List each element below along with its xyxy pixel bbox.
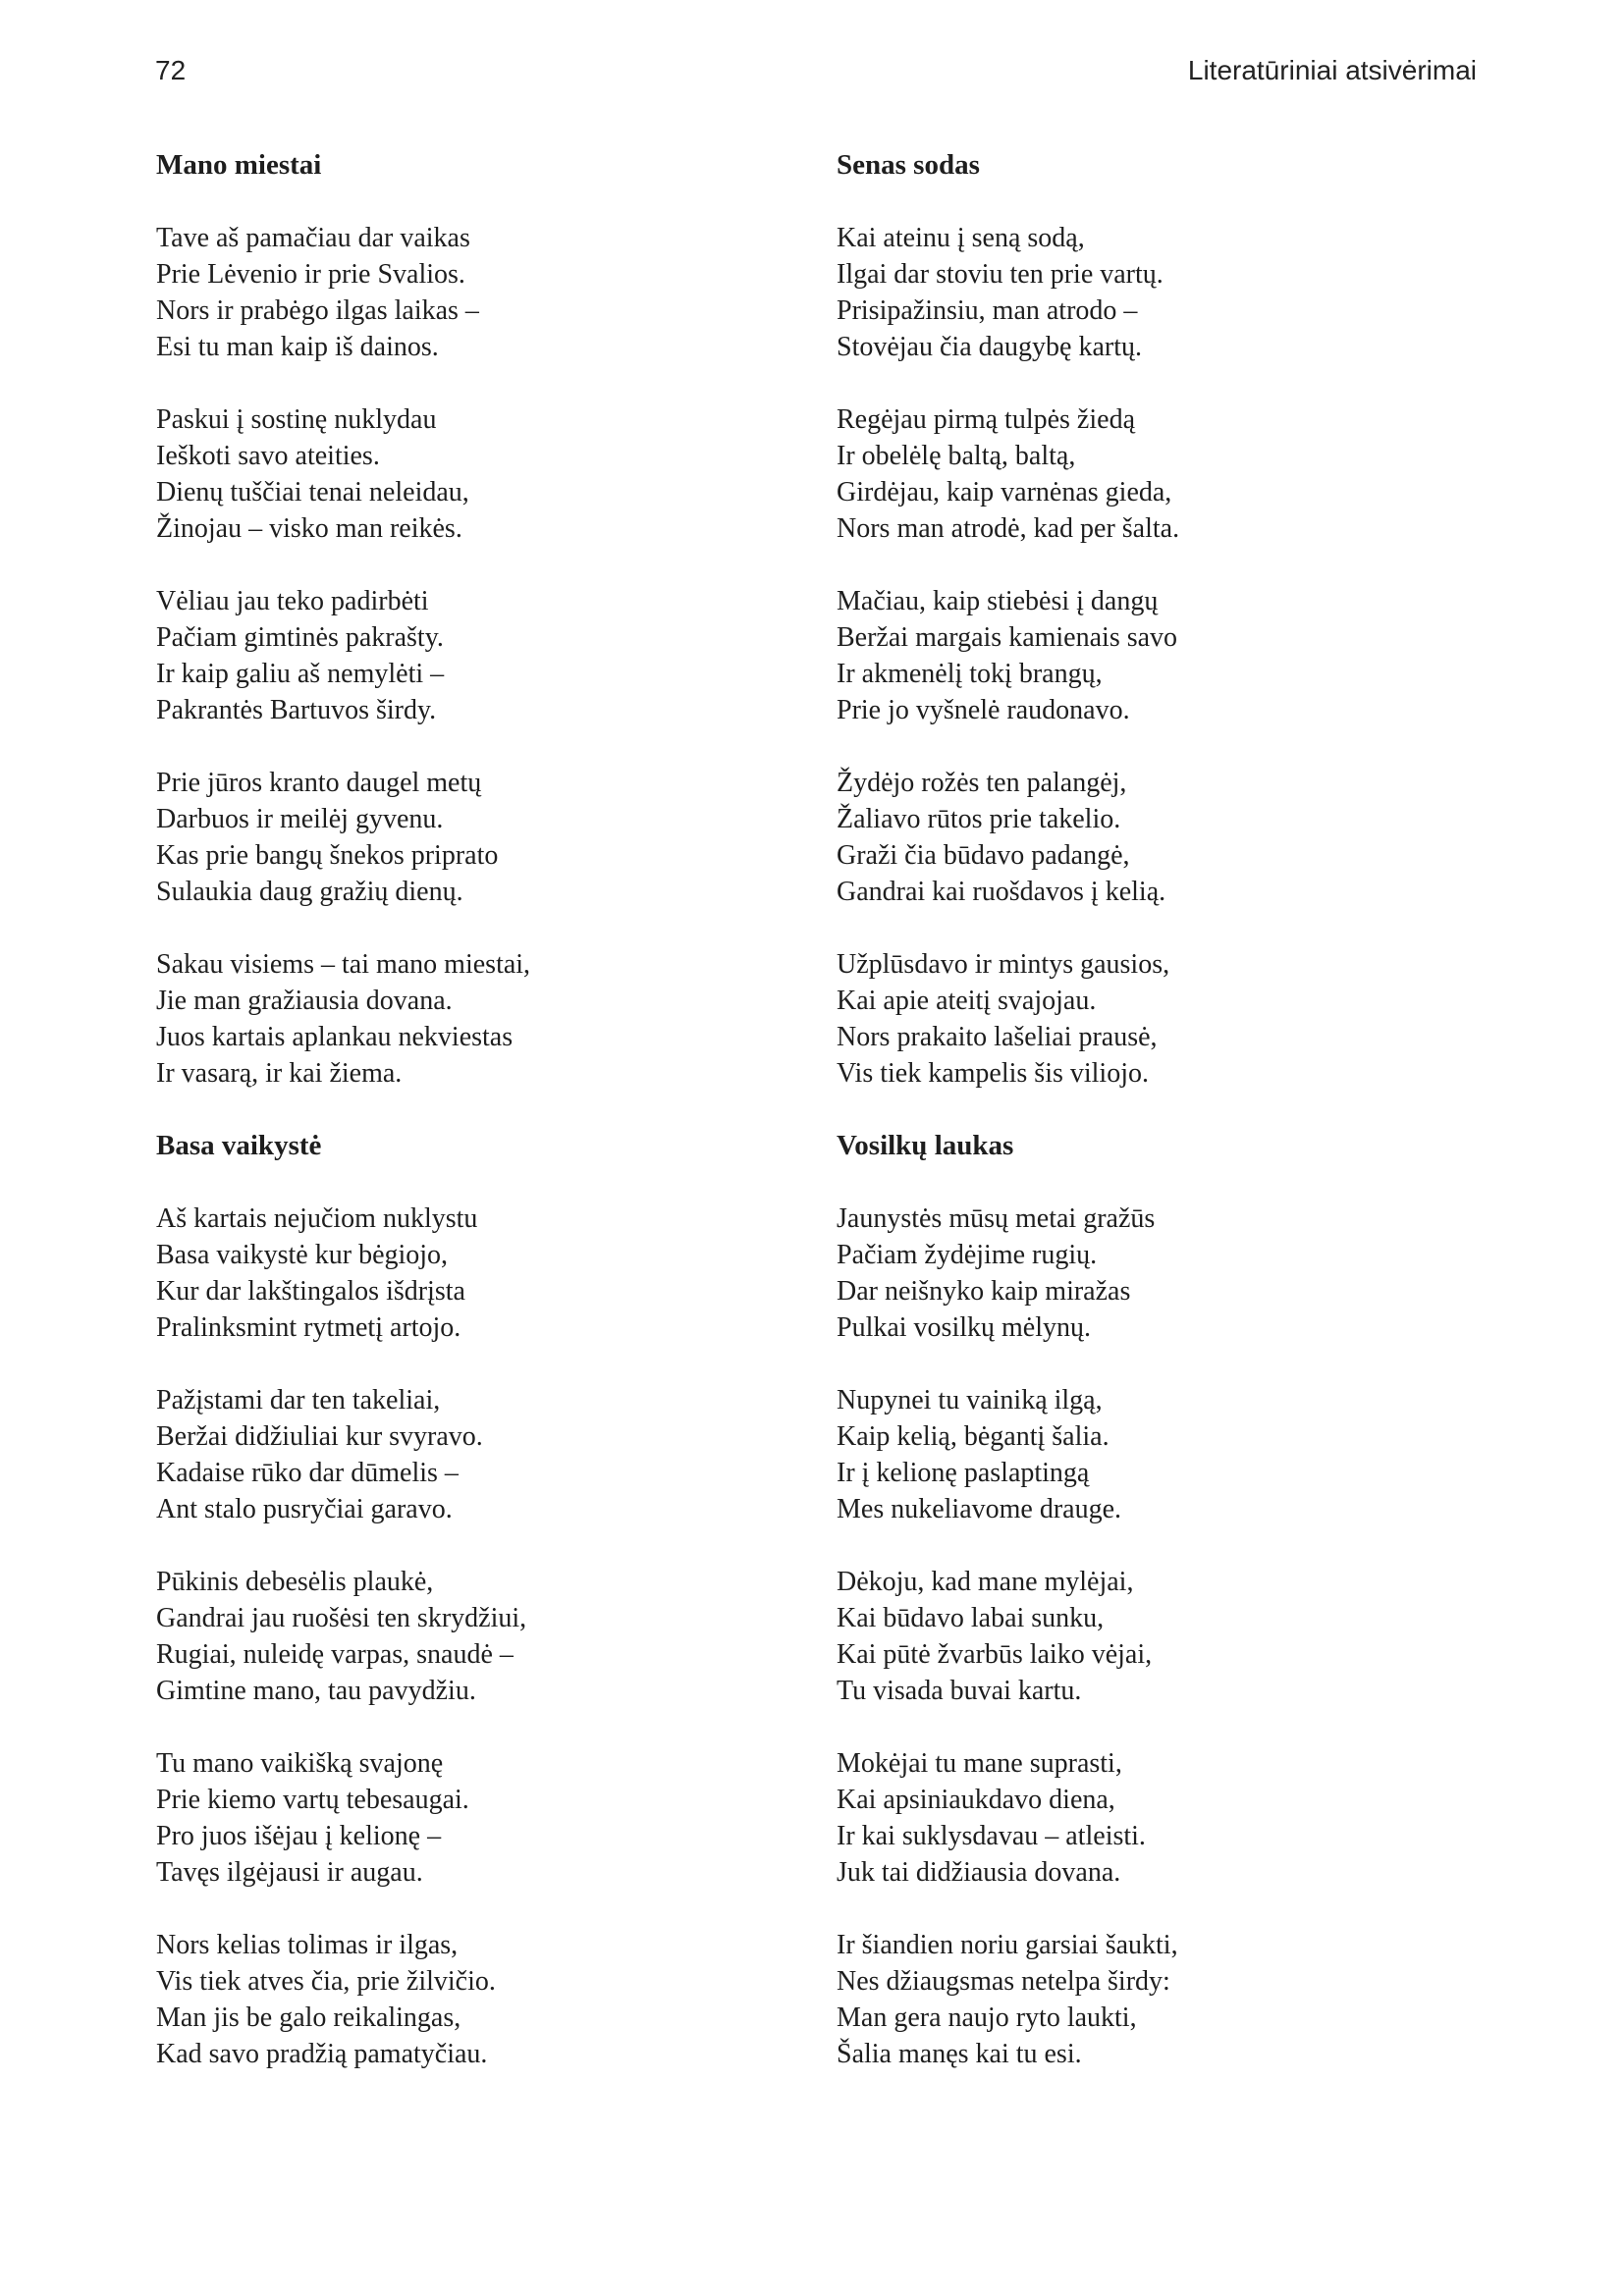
poem-title: Senas sodas [837, 149, 980, 181]
poem-line: Ieškoti savo ateities. [156, 441, 380, 471]
poem-line: Tave aš pamačiau dar vaikas [156, 223, 470, 253]
poem-line: Beržai margais kamienais savo [837, 622, 1178, 653]
poem-line: Juk tai didžiausia dovana. [837, 1857, 1121, 1888]
poem-line: Girdėjau, kaip varnėnas gieda, [837, 477, 1172, 507]
stanza [837, 220, 1406, 365]
poem-line: Kur dar lakštingalos išdrįsta [156, 1276, 465, 1307]
stanza [156, 1201, 726, 1346]
stanza [156, 765, 726, 910]
stanza [837, 1201, 1406, 1346]
poem-line: Žydėjo rožės ten palangėj, [837, 768, 1127, 798]
poem-line: Pažįstami dar ten takeliai, [156, 1385, 441, 1415]
poem-line: Rugiai, nuleidę varpas, snaudė – [156, 1639, 514, 1670]
stanza [156, 1745, 726, 1891]
stanza [837, 1927, 1406, 2072]
stanza [156, 583, 726, 728]
poem-line: Šalia manęs kai tu esi. [837, 2039, 1082, 2069]
stanza [837, 946, 1406, 1092]
poem-line: Gandrai jau ruošėsi ten skrydžiui, [156, 1603, 527, 1633]
poem-line: Sakau visiems – tai mano miestai, [156, 949, 531, 980]
poem-line: Kad savo pradžią pamatyčiau. [156, 2039, 488, 2069]
page-header [155, 55, 1477, 98]
poem-line: Nors kelias tolimas ir ilgas, [156, 1930, 459, 1960]
poem-line: Tu mano vaikišką svajonę [156, 1748, 444, 1779]
poem-line: Mokėjai tu mane suprasti, [837, 1748, 1122, 1779]
poem-line: Darbuos ir meilėj gyvenu. [156, 804, 444, 834]
poem-line: Dienų tuščiai tenai neleidau, [156, 477, 469, 507]
poem-line: Vėliau jau teko padirbėti [156, 586, 429, 616]
poem-line: Man jis be galo reikalingas, [156, 2002, 461, 2033]
stanza [837, 765, 1406, 910]
stanza [156, 1382, 726, 1527]
stanza [156, 946, 726, 1092]
poem-line: Tu visada buvai kartu. [837, 1676, 1082, 1706]
poem-line: Prie jo vyšnelė raudonavo. [837, 695, 1130, 725]
poem-line: Esi tu man kaip iš dainos. [156, 332, 439, 362]
poem-line: Kas prie bangų šnekos priprato [156, 840, 499, 871]
poem-line: Aš kartais nejučiom nuklystu [156, 1203, 478, 1234]
poem-line: Ir šiandien noriu garsiai šaukti, [837, 1930, 1178, 1960]
poem-title: Basa vaikystė [156, 1130, 322, 1161]
poem-line: Paskui į sostinę nuklydau [156, 404, 437, 435]
poem-line: Prie kiemo vartų tebesaugai. [156, 1785, 469, 1815]
poem-line: Tavęs ilgėjausi ir augau. [156, 1857, 423, 1888]
poem-line: Kai apie ateitį svajojau. [837, 986, 1097, 1016]
poem-line: Pūkinis debesėlis plaukė, [156, 1567, 434, 1597]
running-title: Literatūriniai atsivėrimai [1187, 55, 1477, 85]
poem-line: Stovėjau čia daugybę kartų. [837, 332, 1143, 362]
poem-line: Kai pūtė žvarbūs laiko vėjai, [837, 1639, 1153, 1670]
poem-line: Ir obelėlę baltą, baltą, [837, 441, 1076, 471]
poem-line: Vis tiek kampelis šis viliojo. [837, 1058, 1149, 1089]
poem-line: Ir kai suklysdavau – atleisti. [837, 1821, 1146, 1851]
poem [837, 1128, 1406, 2072]
poem-line: Sulaukia daug gražių dienų. [156, 877, 463, 907]
left-column [156, 147, 726, 2109]
poem-line: Ilgai dar stoviu ten prie vartų. [837, 259, 1164, 290]
poem-line: Pro juos išėjau į kelionę – [156, 1821, 442, 1851]
poem-line: Pačiam gimtinės pakrašty. [156, 622, 444, 653]
page-number: 72 [155, 55, 187, 85]
poem-line: Ir akmenėlį tokį brangų, [837, 659, 1103, 689]
poem-line: Užplūsdavo ir mintys gausios, [837, 949, 1170, 980]
poem-line: Prie Lėvenio ir prie Svalios. [156, 259, 465, 290]
stanza [837, 401, 1406, 547]
poem-line: Gimtine mano, tau pavydžiu. [156, 1676, 476, 1706]
poem-line: Kai būdavo labai sunku, [837, 1603, 1105, 1633]
stanza [156, 1927, 726, 2072]
poem-line: Ir kaip galiu aš nemylėti – [156, 659, 445, 689]
poem-line: Dėkoju, kad mane mylėjai, [837, 1567, 1134, 1597]
poem-line: Ant stalo pusryčiai garavo. [156, 1494, 453, 1524]
stanza [837, 1564, 1406, 1709]
poem-line: Pralinksmint rytmetį artojo. [156, 1312, 461, 1343]
poem-line: Žinojau – visko man reikės. [156, 513, 462, 544]
poem-line: Jaunystės mūsų metai gražūs [837, 1203, 1156, 1234]
stanza [837, 1745, 1406, 1891]
poem-line: Kai ateinu į seną sodą, [837, 223, 1085, 253]
poem-line: Regėjau pirmą tulpės žiedą [837, 404, 1135, 435]
poem-line: Dar neišnyko kaip miražas [837, 1276, 1131, 1307]
poem-line: Juos kartais aplankau nekviestas [156, 1022, 514, 1052]
right-column [837, 147, 1406, 2109]
poem-line: Pakrantės Bartuvos širdy. [156, 695, 437, 725]
poem [156, 147, 726, 1092]
poem-line: Prisipažinsiu, man atrodo – [837, 295, 1138, 326]
stanza [156, 401, 726, 547]
poem-line: Ir į kelionę paslaptingą [837, 1458, 1090, 1488]
poem-line: Nors man atrodė, kad per šalta. [837, 513, 1180, 544]
poem-line: Kai apsiniaukdavo diena, [837, 1785, 1115, 1815]
poem-title: Mano miestai [156, 149, 322, 181]
poem-line: Nors prakaito lašeliai prausė, [837, 1022, 1158, 1052]
poem-line: Ir vasarą, ir kai žiema. [156, 1058, 403, 1089]
poem [837, 147, 1406, 1092]
poem-line: Kaip kelią, bėgantį šalia. [837, 1421, 1110, 1452]
poem-line: Nupynei tu vainiką ilgą, [837, 1385, 1103, 1415]
poem [156, 1128, 726, 2072]
poem-line: Žaliavo rūtos prie takelio. [837, 804, 1121, 834]
stanza [156, 220, 726, 365]
poem-line: Jie man gražiausia dovana. [156, 986, 453, 1016]
poem-line: Mes nukeliavome drauge. [837, 1494, 1122, 1524]
poem-line: Mačiau, kaip stiebėsi į dangų [837, 586, 1159, 616]
poem-line: Gandrai kai ruošdavos į kelią. [837, 877, 1166, 907]
poem-title: Vosilkų laukas [837, 1130, 1014, 1161]
poem-line: Kadaise rūko dar dūmelis – [156, 1458, 459, 1488]
poem-line: Prie jūros kranto daugel metų [156, 768, 482, 798]
poem-line: Pačiam žydėjime rugių. [837, 1240, 1098, 1270]
poem-line: Nes džiaugsmas netelpa širdy: [837, 1966, 1170, 1997]
poem-line: Beržai didžiuliai kur svyravo. [156, 1421, 483, 1452]
stanza [156, 1564, 726, 1709]
poem-line: Vis tiek atves čia, prie žilvičio. [156, 1966, 496, 1997]
stanza [837, 583, 1406, 728]
poem-line: Pulkai vosilkų mėlynų. [837, 1312, 1091, 1343]
poem-line: Basa vaikystė kur bėgiojo, [156, 1240, 449, 1270]
stanza [837, 1382, 1406, 1527]
poem-line: Man gera naujo ryto laukti, [837, 2002, 1137, 2033]
poem-line: Graži čia būdavo padangė, [837, 840, 1130, 871]
poem-line: Nors ir prabėgo ilgas laikas – [156, 295, 479, 326]
